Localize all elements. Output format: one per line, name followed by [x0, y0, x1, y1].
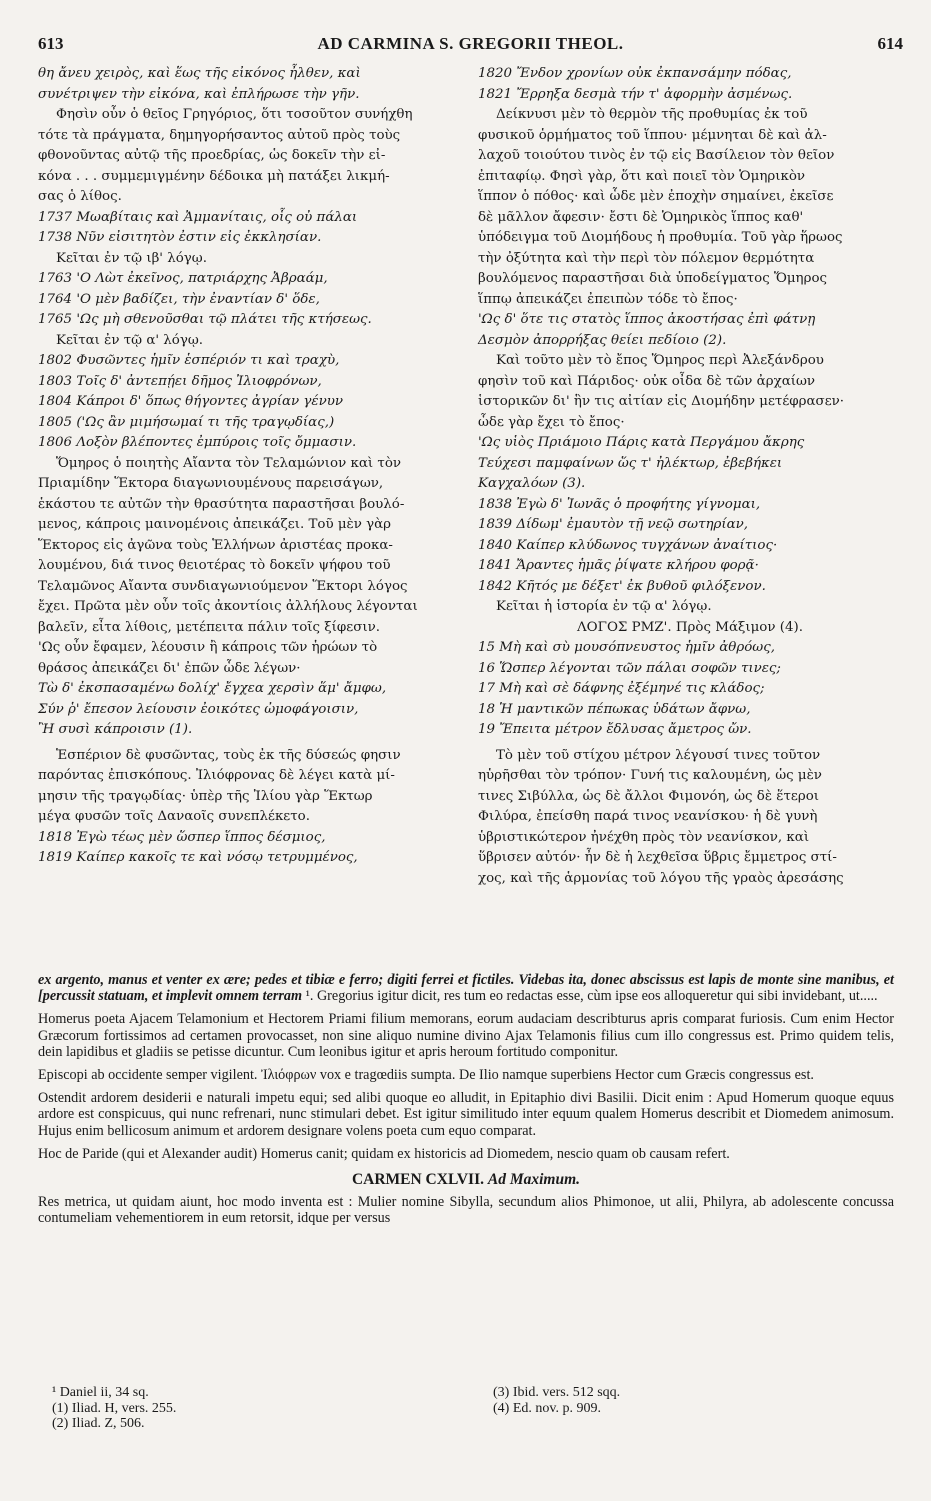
verse-line: 1802 Φυσῶντες ἡμῖν ἑσπέριόν τι καὶ τραχὺ, [38, 353, 340, 368]
text-line: ἱστορικῶν δι' ἣν τις αἰτίαν εἰς Διομήδην μετέφρασεν· [478, 394, 845, 409]
latin-paragraph: Hoc de Paride (qui et Alexander audit) Homerus canit; quidam ex historicis ad Diomedem, nescio quam ob causam refert. [38, 1145, 730, 1162]
text-line: ἐπιταφίῳ. Φησὶ γὰρ, ὅτι καὶ ποιεῖ τὸν Ὁμηρικὸν [478, 168, 806, 184]
citation-line: Κεῖται ἐν τῷ ιβ' λόγῳ. [56, 250, 207, 266]
text-line: τὴν ὀξύτητα καὶ τὴν περὶ τὸν πόλεμον θερμότητα [478, 250, 815, 266]
text-line: Τελαμῶνος Αἴαντα συνδιαγωνιούμενον Ἕκτορι λόγος [38, 578, 408, 594]
text-line: Φησὶν οὖν ὁ θεῖος Γρηγόριος, ὅτι τοσοῦτον συνήχθη [56, 107, 413, 122]
text-line: σας ὁ λίθος. [38, 189, 122, 204]
carmen-title-sub: Ad Maximum. [487, 1171, 581, 1189]
verse-line: 1819 Καίπερ κακοῖς τε καὶ νόσῳ τετρυμμένος, [38, 850, 358, 865]
verse-line: Σύν ῥ' ἔπεσον λείουσιν ἐοικότες ὠμοφάγοισιν, [38, 701, 359, 717]
footnote: ¹ Daniel ii, 34 sq. [52, 1385, 149, 1400]
text-line: θράσος ἀπεικάζει δι' ἐπῶν ὧδε λέγων· [38, 660, 301, 676]
page-number-left: 613 [38, 34, 64, 53]
verse-line: 1818 Ἐγὼ τέως μὲν ὥσπερ ἵππος δέσμιος, [38, 829, 326, 845]
text-line: Δείκνυσι μὲν τὸ θερμὸν τῆς προθυμίας ἐκ τοῦ [496, 107, 808, 122]
verse-line: 1840 Καίπερ κλύδωνος τυγχάνων ἀναίτιος· [478, 537, 778, 553]
text-line: μέγα φυσῶν τοῖς Δαναοῖς συνεπλέκετο. [38, 809, 310, 824]
text-line: μησιν τῆς τραγῳδίας· ὑπὲρ τῆς Ἰλίου γὰρ Ἕκτωρ [38, 788, 373, 804]
running-title: AD CARMINA S. GREGORII THEOL. [317, 34, 624, 53]
text-line: ἑκάστου τε αὐτῶν τὴν θρασύτητα παραστῆσαι βουλό- [38, 496, 405, 512]
verse-line: 1806 Λοξὸν βλέποντες ἐμπύροις τοῖς ὄμμασιν. [38, 435, 357, 450]
latin-paragraph: Ostendit ardorem desiderii e naturali impetu equi; sed alibi quoque eo alludit, in Epitaphio divi Basilii. Dicit enim : Apud Homerum quoque equus ardore est conspicuus, qui nunc refrenari, nunc stimulari debet. Est igitur similitudo inter equum qualem Homerus describit et Diomedem animosum. Hujus enim bellicosum animum et ardorem designare volens poeta cum equo comparat. [38, 1090, 894, 1139]
citation-line: Κεῖται ἡ ἱστορία ἐν τῷ α' λόγῳ. [496, 599, 712, 614]
text-line: Ἕκτορος εἰς ἀγῶνα τοὺς Ἑλλήνων ἀριστέας προκα- [38, 537, 393, 553]
verse-line: 1803 Τοῖς δ' ἀντεπῄει δῆμος Ἰλιοφρόνων, [38, 373, 322, 389]
verse-line: 16 Ὥσπερ λέγονται τῶν πάλαι σοφῶν τινες; [478, 660, 781, 676]
footnote: (2) Iliad. Z, 506. [52, 1416, 145, 1431]
verse-line: Καγχαλόων (3). [478, 476, 586, 491]
footnote: (1) Iliad. H, vers. 255. [52, 1400, 177, 1416]
verse-line: 1764 'Ο μὲν βαδίζει, τὴν ἐναντίαν δ' ὅδε, [38, 291, 320, 307]
text-line: χος, καὶ τῆς ἁρμονίας τοῦ λόγου τῆς γραὸς ἀρεσάσης [478, 870, 844, 886]
latin-text: ¹. Gregorius igitur dicit, res tum eo redactas esse, cùm ipse eos alloqueretur qui sibi invidebant, ut..... [302, 988, 878, 1005]
verse-line: 'Ως υἱὸς Πριάμοιο Πάρις κατὰ Περγάμου ἄκρης [478, 435, 805, 450]
verse-line: Τεύχεσι παμφαίνων ὥς τ' ἠλέκτωρ, ἐβεβήκει [478, 455, 783, 471]
text-line: ηὑρῆσθαι τὸν τρόπον· Γυνή τις καλουμένη, ὡς μὲν [478, 768, 822, 783]
text-line: φησὶν τοῦ καὶ Πάριδος· οὐκ οἶδα δὲ τῶν ἀρχαίων [478, 373, 816, 389]
verse-line: Δεσμὸν ἀπορρήξας θείει πεδίοιο (2). [478, 332, 727, 348]
text-line: συνέτριψεν τὴν εἰκόνα, καὶ ἐπλήρωσε τὴν γῆν. [38, 86, 360, 102]
verse-line: 1838 Ἐγὼ δ' Ἰωνᾶς ὁ προφήτης γίγνομαι, [478, 496, 761, 512]
verse-line: 1765 'Ως μὴ σθενοῦσθαι τῷ πλάτει τῆς κτήσεως. [38, 312, 372, 327]
verse-line: 1842 Κῆτός με δέξετ' ἐκ βυθοῦ φιλόξενον. [478, 578, 766, 594]
text-line: κόνα . . . συμμεμιγμένην δέδοικα μὴ πατάξει λικμή- [38, 168, 390, 184]
text-line: ὧδε γὰρ ἔχει τὸ ἔπος· [478, 414, 625, 430]
verse-line: 1737 Μωαβίταις καὶ Ἀμμανίταις, οἷς οὐ πάλαι [38, 209, 358, 225]
text-line: ὑβριστικώτερον ἠνέχθη πρὸς τὸν νεανίσκον, καὶ [478, 829, 810, 845]
citation-line: Κεῖται ἐν τῷ α' λόγῳ. [56, 332, 204, 348]
text-line: τότε τὰ πράγματα, δημηγορήσαντος αὐτοῦ πρὸς τοὺς [38, 127, 401, 143]
footnotes-left [52, 1385, 452, 1432]
latin-paragraph: Episcopi ab occidente semper vigilent. Ἰλιόφρων vox e tragœdiis sumpta. De Ilio namque superbiens Hector cum Græcis congressus est. [38, 1067, 814, 1084]
text-line: ὕβρισεν αὐτόν· ἦν δὲ ἡ λεχθεῖσα ὕβρις ἔμμετρος στί- [478, 850, 837, 865]
verse-line: 1841 Ἄραντες ἡμᾶς ῥίψατε κλήρου φορᾷ· [478, 558, 759, 573]
footnote: (4) Ed. nov. p. 909. [493, 1400, 601, 1416]
text-line: Ὅμηρος ὁ ποιητὴς Αἴαντα τὸν Τελαμώνιον καὶ τὸν [56, 455, 402, 471]
verse-line: 1821 Ἔρρηξα δεσμὰ τήν τ' ἀφορμὴν ἀσμένως. [478, 86, 793, 102]
text-line: θη ἄνευ χειρὸς, καὶ ἕως τῆς εἰκόνος ἦλθεν, καὶ [38, 66, 361, 81]
text-line: Πριαμίδην Ἕκτορα διαγωνιουμένους παρεισάγων, [38, 476, 384, 491]
text-line: βαλεῖν, εἶτα λίθοις, μετέπειτα πάλιν τοῖς ξίφεσιν. [38, 619, 380, 635]
text-line: Καὶ τοῦτο μὲν τὸ ἔπος Ὅμηρος περὶ Ἀλεξάνδρου [496, 353, 824, 368]
latin-translation [38, 972, 894, 1234]
left-column [38, 64, 456, 869]
text-line: βουλόμενος παραστῆσαι διὰ ὑποδείγματος Ὅμηρος [478, 271, 828, 286]
verse-line: 'Ως δ' ὅτε τις στατὸς ἵππος ἀκοστήσας ἐπὶ φάτνῃ [478, 312, 816, 327]
text-line: τινες Σιβύλλα, ὡς δὲ ἄλλοι Φιμονόη, ὡς δὲ ἕτεροι [478, 788, 820, 804]
footnote: (3) Ibid. vers. 512 sqq. [493, 1385, 621, 1400]
verse-line: 1805 ('Ως ἂν μιμήσωμαί τι τῆς τραγῳδίας,) [38, 414, 335, 430]
verse-line: Τὼ δ' ἐκσπασαμένω δολίχ' ἔγχεα χερσὶν ἅμ' ἄμφω, [38, 681, 387, 696]
text-line: ἵππον ὁ πόθος· καὶ ὧδε μὲν ἐποχὴν σημαίνει, ἐκεῖσε [478, 189, 834, 204]
text-line: Ἑσπέριον δὲ φυσῶντας, τοὺς ἐκ τῆς δύσεώς φησιν [56, 747, 401, 763]
text-line: Φιλύρα, ἐπείσθη παρά τινος νεανίσκου· ἡ δὲ γυνὴ [478, 809, 818, 824]
carmen-title-main: CARMEN CXLVII. [351, 1171, 484, 1189]
right-column [478, 64, 902, 889]
verse-line: 18 Ἡ μαντικῶν πέπωκας ὑδάτων ἄφνω, [478, 701, 751, 717]
verse-line: 1839 Δίδωμ' ἐμαυτὸν τῇ νεῷ σωτηρίαν, [478, 517, 749, 532]
text-line: 'Ως οὖν ἔφαμεν, λέουσιν ἢ κάπροις τῶν ἡρώων τὸ [38, 640, 378, 655]
text-line: ἵππῳ ἀπεικάζει ἐπειπὼν τόδε τὸ ἔπος· [478, 291, 738, 307]
text-line: παρόντας ἐπισκόπους. Ἰλιόφρονας δὲ λέγει κατὰ μί- [38, 768, 395, 783]
text-line: φυσικοῦ ὁρμήματος τοῦ ἵππου· μέμνηται δὲ καὶ ἀλ- [478, 127, 827, 143]
verse-line: 15 Μὴ καὶ σὺ μουσόπνευστος ἡμῖν ἀθρόως, [478, 640, 775, 655]
text-line: λαχοῦ τοιούτου τινὸς ἐν τῷ εἰς Βασίλειον τὸν θεῖον [478, 148, 835, 163]
footnotes-right [493, 1385, 893, 1416]
latin-paragraph: Res metrica, ut quidam aiunt, hoc modo inventa est : Mulier nomine Sibylla, secundum alios Phimonoe, ut alii, Philyra, ab adolescente concussa contumeliam vehementiorem in eum retorsit, idque per versus [38, 1194, 894, 1227]
verse-line: 1820 Ἔνδον χρονίων οὐκ ἐκπανσάμην πόδας, [478, 66, 792, 81]
text-line: μενος, κάπροις μαινομένοις ἀπεικάζει. Τοῦ μὲν γὰρ [38, 517, 392, 532]
text-line: λουμένου, διά τινος θειοτέρας τὸ δοκεῖν ψήφου τοῦ [38, 558, 391, 573]
latin-italic-text: ex argento, manus et venter ex ære; pedes et tibiæ e ferro; digiti ferrei et fictiles. Videbas ita, donec abscissus est lapis de monte sine manibus, et [percussit statuam, et implevit omnem terram [38, 972, 894, 1005]
verse-line: 1738 Νῦν εἰσιτητὸν ἐστιν εἰς ἐκκλησίαν. [38, 230, 322, 245]
section-heading: ΛΟΓΟΣ ΡΜΖ'. Πρὸς Μάξιμον (4). [577, 619, 803, 635]
verse-line: 17 Μὴ καὶ σὲ δάφνης ἐξέμηνέ τις κλάδος; [478, 681, 765, 696]
verse-line: 1804 Κάπροι δ' ὅπως θήγοντες ἀγρίαν γένυν [38, 394, 344, 409]
verse-line: Ἢ συσὶ κάπροισιν (1). [38, 722, 193, 737]
text-line: ἔχει. Πρῶτα μὲν οὖν τοῖς ἀκοντίοις ἀλλήλους λέγονται [38, 599, 418, 614]
text-line: ὑπόδειγμα τοῦ Διομήδους ἡ προθυμία. Τοῦ γὰρ ἥρωος [478, 230, 843, 245]
running-header [38, 34, 903, 56]
text-line: Τὸ μὲν τοῦ στίχου μέτρον λέγουσί τινες τοῦτον [496, 747, 821, 763]
latin-paragraph: Homerus poeta Ajacem Telamonium et Hectorem Priami filium memorans, eorum audaciam describturus apris comparat furiosis. Cum enim Hector Græcorum fortissimos ad certamen provocasset, non sine aliquo numine divino Ajax Telamonis filius cum illo congressus est. Primo quidem telis, dein lapidibus et gladiis se petisse dicuntur. Cum leonibus igitur et apris heroum fortitudo componitur. [38, 1011, 894, 1060]
text-line: δὲ μᾶλλον ἄφεσιν· ἔστι δὲ Ὁμηρικὸς ἵππος καθ' [478, 209, 804, 225]
carmen-title [38, 1172, 894, 1188]
latin-paragraph [38, 972, 894, 1004]
verse-line: 19 Ἔπειτα μέτρον ἔδλυσας ἄμετρος ὤν. [478, 722, 752, 737]
page-number-right: 614 [877, 34, 903, 53]
verse-line: 1763 'Ο Λὼτ ἐκεῖνος, πατριάρχης Ἀβραάμ, [38, 271, 328, 286]
text-line: φθονοῦντας αὐτῷ τῆς προεδρίας, ὡς δοκεῖν τὴν εἰ- [38, 148, 386, 163]
